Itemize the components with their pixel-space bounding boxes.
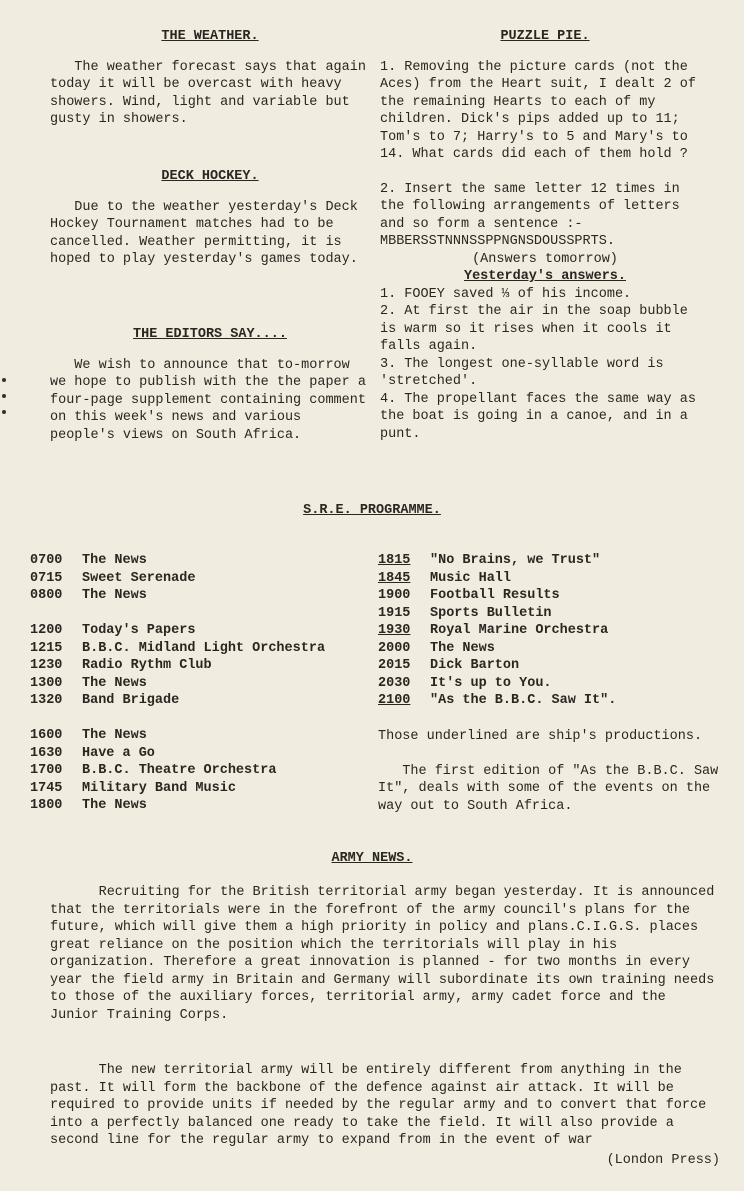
schedule-row <box>30 622 325 640</box>
schedule-row <box>30 640 325 658</box>
left-column <box>50 28 375 129</box>
schedule-gap <box>30 605 325 623</box>
schedule-row <box>378 675 616 693</box>
schedule-title: Royal Marine Orchestra <box>430 623 609 638</box>
answer-3: 3. The longest one-syllable word is 'stretched'. <box>380 356 672 389</box>
schedule-title: Music Hall <box>430 570 512 586</box>
editors-heading: THE EDITORS SAY.... <box>133 327 287 342</box>
schedule-title: Band Brigade <box>82 693 180 708</box>
schedule-title: The News <box>430 640 495 656</box>
schedule-title: The News <box>82 675 147 691</box>
schedule-row <box>30 552 325 570</box>
army-paragraph-1: Recruiting for the British territorial army began yesterday. It is announced that the territorials were in the forefront of the army council's plans for the future, which will give them a high priority in policy and plans.C.I.G.S. places great reliance on the position which the territorials will play in his organization. Therefore a great innovation is planned - for two months in every year the field army in Britain and Germany will subordinate its own training needs to those of the auxiliary forces, territorial army, army cadet force and the Junior Training Corps. <box>50 885 723 1023</box>
schedule-row <box>378 640 616 658</box>
schedule-row <box>378 552 616 570</box>
schedule-time: 1915 <box>378 605 411 621</box>
schedule-time: 2000 <box>378 640 411 656</box>
schedule-time: 1800 <box>30 798 63 813</box>
schedule-row <box>30 780 325 798</box>
army-heading-wrap <box>0 850 744 881</box>
schedule-title: Have a Go <box>82 745 155 761</box>
schedule-title: B.B.C. Midland Light Orchestra <box>82 640 326 656</box>
schedule-title: Radio Rythm Club <box>82 658 212 673</box>
schedule-row <box>30 570 325 588</box>
puzzle-q2: 2. Insert the same letter 12 times in the following arrangements of letters and so form a sentence :- MBBERSSTNNNSSPPNGNSDOUSSPRTS. <box>380 181 688 249</box>
schedule-row <box>30 692 325 710</box>
army-paragraph-2: The new territorial army will be entirely different from anything in the past. It will form the backbone of the defence against air attack. It will be required to provide units if needed by the regular army and to convert that force into a perfectly balanced one ready to take the field. It will also provide a second line for the regular army to expand from in the event of war <box>50 1063 715 1148</box>
army-body <box>50 884 723 1169</box>
schedule-time: 1700 <box>30 763 63 778</box>
answer-2: 2. At first the air in the soap bubble is warm so it rises when it cools it falls again. <box>380 304 696 354</box>
schedule-row <box>30 587 325 605</box>
schedule-time: 1745 <box>30 780 63 796</box>
schedule-row <box>378 692 616 710</box>
schedule-row <box>30 675 325 693</box>
puzzle-section <box>380 28 710 443</box>
schedule-time: 0715 <box>30 570 63 586</box>
weather-body: The weather forecast says that again today it will be overcast with heavy showers. Wind, light and variable but gusty in showers. <box>50 59 375 127</box>
schedule-time: 1845 <box>378 570 411 586</box>
schedule-row <box>378 657 616 675</box>
schedule-time: 1600 <box>30 728 63 743</box>
programme-right <box>378 552 616 710</box>
schedule-title: The News <box>82 728 147 743</box>
schedule-title: B.B.C. Theatre Orchestra <box>82 763 277 778</box>
hockey-section <box>50 168 370 269</box>
schedule-row <box>378 570 616 588</box>
schedule-time: 1215 <box>30 640 63 656</box>
schedule-title: Sports Bulletin <box>430 605 552 621</box>
schedule-time: 1815 <box>378 553 411 568</box>
programme-heading-wrap <box>0 502 744 533</box>
schedule-title: Sweet Serenade <box>82 570 196 586</box>
schedule-time: 0700 <box>30 553 63 568</box>
schedule-title: Football Results <box>430 588 560 603</box>
answers-heading: Yesterday's answers. <box>463 269 627 284</box>
puzzle-heading: PUZZLE PIE. <box>500 29 590 44</box>
schedule-time: 1300 <box>30 675 63 691</box>
punch-hole <box>2 378 6 382</box>
schedule-row <box>30 762 325 780</box>
schedule-row <box>378 622 616 640</box>
schedule-title: "No Brains, we Trust" <box>430 553 601 568</box>
army-source: (London Press) <box>606 1152 720 1168</box>
schedule-time: 1630 <box>30 745 63 761</box>
editors-body: We wish to announce that to-morrow we hope to publish with the the paper a four-page supplement containing comment on this week's news and various people's views on South Africa. <box>50 357 375 443</box>
schedule-row <box>30 657 325 675</box>
schedule-time: 2015 <box>378 658 411 673</box>
schedule-time: 1320 <box>30 693 63 708</box>
schedule-time: 2100 <box>378 693 411 708</box>
schedule-time: 1230 <box>30 658 63 673</box>
hockey-heading: DECK HOCKEY. <box>161 169 259 184</box>
punch-hole <box>2 410 6 414</box>
answer-1: 1. FOOEY saved ⅓ of his income. <box>380 286 632 302</box>
schedule-title: The News <box>82 798 147 813</box>
puzzle-q1: 1. Removing the picture cards (not the Aces) from the Heart suit, I dealt 2 of the remaining Hearts to each of my children. Dick's pips added up to 11; Tom's to 7; Harry's to 5 and Mary's to 14. What cards did each of them hold ? <box>380 59 705 162</box>
editors-section <box>50 326 375 444</box>
schedule-title: "As the B.B.C. Saw It". <box>430 693 617 708</box>
schedule-time: 0800 <box>30 588 63 603</box>
schedule-time: 1900 <box>378 588 411 603</box>
programme-notes <box>378 728 727 815</box>
schedule-title: The News <box>82 588 147 603</box>
programme-note: Those underlined are ship's productions. <box>378 729 703 744</box>
first-edition-note: The first edition of "As the B.B.C. Saw It", deals with some of the events on the way out to South Africa. <box>378 763 727 814</box>
schedule-time: 1200 <box>30 623 63 638</box>
schedule-title: Dick Barton <box>430 658 520 673</box>
schedule-row <box>30 727 325 745</box>
schedule-gap <box>30 710 325 728</box>
schedule-title: Today's Papers <box>82 623 196 638</box>
schedule-row <box>30 797 325 815</box>
schedule-time: 1930 <box>378 623 411 638</box>
schedule-row <box>378 605 616 623</box>
schedule-row <box>378 587 616 605</box>
army-heading: ARMY NEWS. <box>331 851 413 866</box>
programme-left <box>30 552 325 815</box>
schedule-row <box>30 745 325 763</box>
hockey-body: Due to the weather yesterday's Deck Hockey Tournament matches had to be cancelled. Weather permitting, it is hoped to play yesterday's games today. <box>50 199 366 267</box>
punch-hole <box>2 394 6 398</box>
schedule-title: Military Band Music <box>82 780 236 796</box>
schedule-title: The News <box>82 553 147 568</box>
schedule-title: It's up to You. <box>430 675 552 691</box>
schedule-time: 2030 <box>378 675 411 691</box>
programme-heading: S.R.E. PROGRAMME. <box>303 503 441 518</box>
weather-heading: THE WEATHER. <box>161 29 259 44</box>
answer-4: 4. The propellant faces the same way as the boat is going in a canoe, and in a punt. <box>380 391 705 442</box>
answers-tomorrow: (Answers tomorrow) <box>472 251 618 267</box>
